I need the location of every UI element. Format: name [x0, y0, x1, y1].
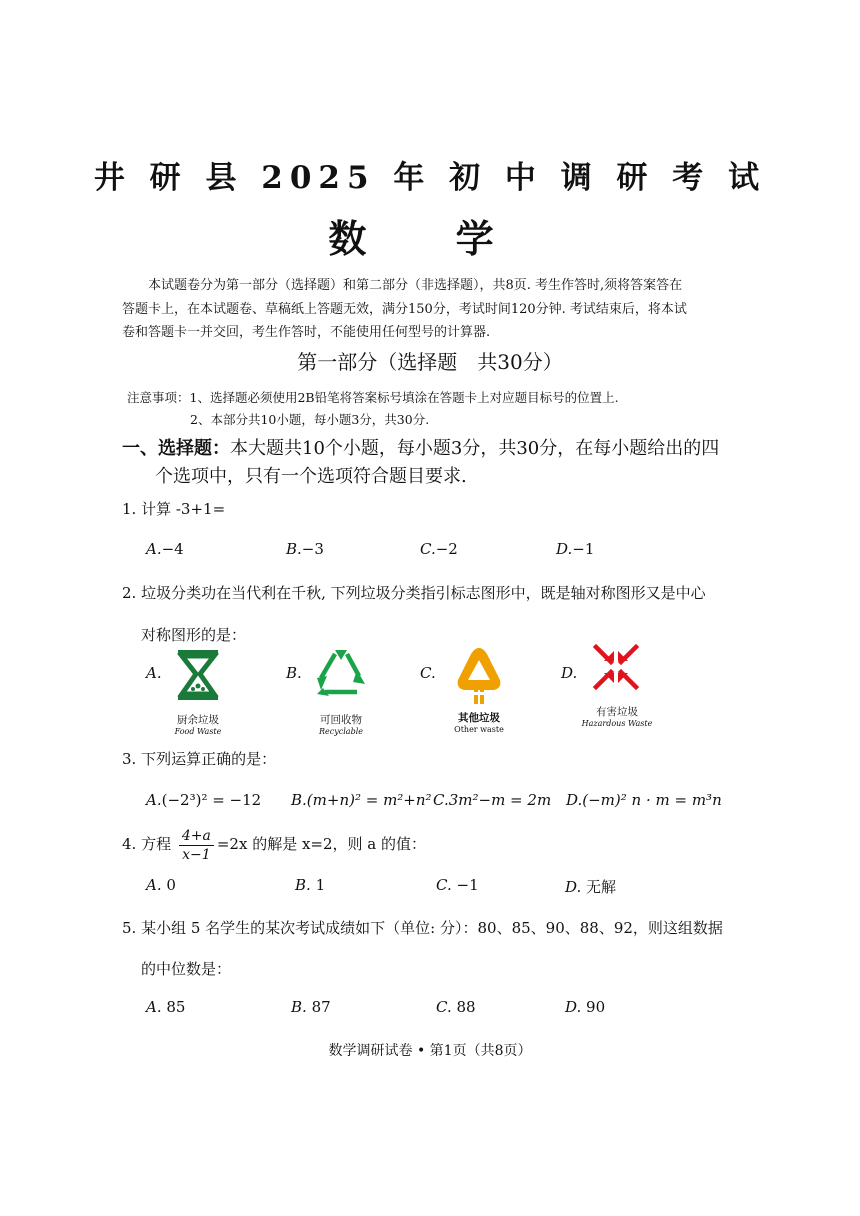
question-2-label-b: B.	[286, 664, 302, 682]
caption-en: Other waste	[454, 725, 504, 734]
question-5-option-a: A. 85	[146, 998, 186, 1016]
question-1-stem: 1. 计算 -3+1=	[122, 500, 226, 518]
caption-en: Hazardous Waste	[581, 719, 653, 728]
question-1-option-c	[420, 540, 458, 558]
option-text: −3	[301, 540, 324, 558]
question-2-stem-line-1: 2. 垃圾分类功在当代利在千秋, 下列垃圾分类指引标志图形中，既是轴对称图形又是中心	[122, 584, 706, 602]
question-4-prefix: 4. 方程	[122, 835, 172, 853]
caption-cn: 有害垃圾	[596, 706, 638, 718]
section-heading	[122, 434, 719, 460]
option-text: −2	[435, 540, 458, 558]
food-waste-caption	[153, 712, 243, 737]
fraction-denominator: x−1	[182, 846, 211, 863]
question-4-stem	[122, 824, 426, 864]
question-3-option-b: B.(m+n)² = m²+n²	[291, 791, 432, 809]
question-4-option-d: D. 无解	[565, 878, 617, 896]
question-2-label-d: D.	[561, 664, 578, 682]
question-5-option-d: D. 90	[565, 998, 606, 1016]
caption-cn: 厨余垃圾	[177, 714, 219, 726]
food-waste-icon	[176, 648, 220, 702]
fraction-numerator: 4+a	[179, 827, 214, 846]
question-5-stem-line-1: 5. 某小组 5 名学生的某次考试成绩如下（单位: 分）：80、85、90、88、92，则这组数据	[122, 919, 723, 937]
instructions-paragraph	[122, 274, 722, 345]
question-2-label-a: A.	[146, 664, 162, 682]
caption-en: Recyclable	[319, 727, 363, 736]
part-one-heading: 第一部分（选择题 共30分）	[297, 350, 563, 374]
question-5-option-c: C. 88	[436, 998, 476, 1016]
question-5-stem-line-2: 的中位数是：	[141, 960, 232, 978]
notes-line-1: 注意事项：1、选择题必须使用2B铅笔将答案标号填涂在答题卡上对应题目标号的位置上.	[127, 390, 619, 405]
question-4-option-c: C. −1	[436, 876, 479, 894]
caption-cn: 其他垃圾	[458, 712, 500, 724]
question-4-suffix: =2x 的解是 x=2，则 a 的值：	[216, 835, 427, 853]
question-1-option-a	[146, 540, 184, 558]
question-2-stem-line-2: 对称图形的是：	[141, 626, 247, 644]
intro-line-3: 卷和答题卡一并交回，考生作答时，不能使用任何型号的计算器.	[122, 325, 491, 340]
question-1-option-b	[286, 540, 324, 558]
section-heading-label: 一、选择题：	[122, 438, 230, 459]
question-1-option-d	[556, 540, 594, 558]
section-heading-line-2: 个选项中，只有一个选项符合题目要求.	[155, 466, 467, 487]
question-4-option-a: A. 0	[146, 876, 176, 894]
intro-line-2: 答题卡上，在本试题卷、草稿纸上答题无效，满分150分，考试时间120分钟. 考试结束后，将本试	[122, 301, 687, 317]
question-3-option-a: A.(−2³)² = −12	[146, 791, 262, 809]
notes-line-2: 2、本部分共10小题，每小题3分，共30分.	[190, 412, 430, 427]
question-4-option-b: B. 1	[295, 876, 326, 894]
option-label: A.	[146, 540, 162, 558]
recyclable-caption	[296, 712, 386, 737]
subject-title: 数 学	[328, 216, 532, 261]
caption-en: Food Waste	[174, 727, 222, 736]
option-label: C.	[420, 540, 436, 558]
question-4-fraction	[179, 827, 214, 864]
hazardous-waste-caption	[572, 704, 662, 729]
exam-title: 井 研 县 2025 年 初 中 调 研 考 试	[93, 160, 767, 196]
question-5-option-b: B. 87	[291, 998, 331, 1016]
option-text: −4	[161, 540, 184, 558]
other-waste-icon	[454, 646, 504, 708]
intro-line-1: 本试题卷分为第一部分（选择题）和第二部分（非选择题），共8页. 考生作答时,须将答案答在	[148, 278, 683, 293]
section-heading-text: 本大题共10个小题，每小题3分，共30分，在每小题给出的四	[230, 438, 720, 459]
question-3-option-c: C.3m²−m = 2m	[433, 791, 552, 809]
question-2-label-c: C.	[420, 664, 436, 682]
question-3-option-d: D.(−m)² n · m = m³n	[566, 791, 722, 809]
other-waste-caption	[434, 710, 524, 735]
option-label: D.	[556, 540, 573, 558]
option-text: −1	[572, 540, 595, 558]
recycle-icon	[313, 648, 369, 700]
option-label: B.	[286, 540, 302, 558]
page-footer: 数学调研试卷 • 第1页（共8页）	[328, 1043, 532, 1059]
question-3-stem: 3. 下列运算正确的是：	[122, 750, 277, 768]
caption-cn: 可回收物	[320, 714, 362, 726]
hazardous-waste-icon	[592, 644, 640, 690]
